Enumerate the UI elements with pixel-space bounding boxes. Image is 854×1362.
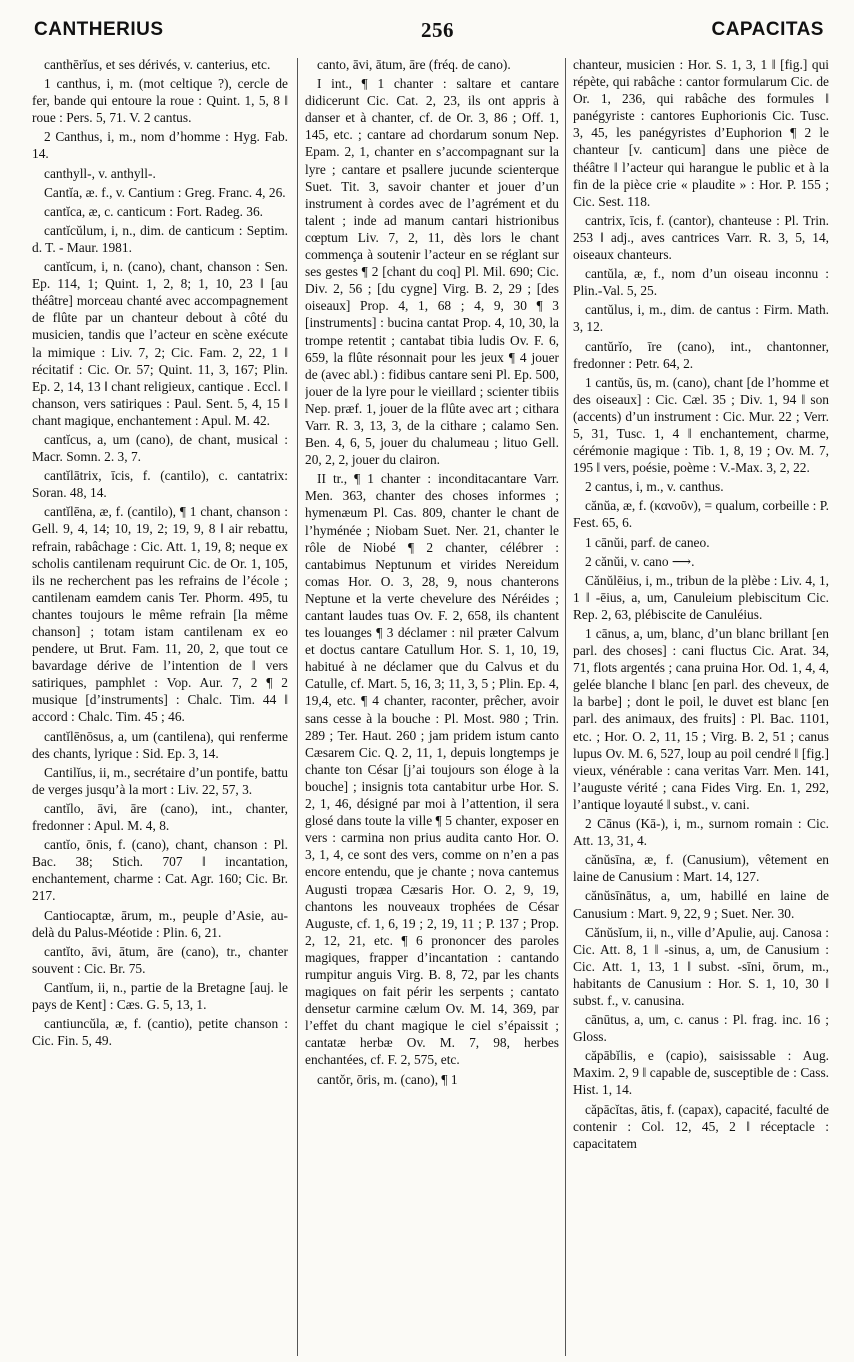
header-left-word: CANTHERIUS bbox=[34, 19, 164, 40]
dictionary-entry: cantĭlātrix, īcis, f. (cantilo), c. cantatrix: Soran. 48, 14. bbox=[32, 468, 288, 501]
dictionary-entry: Cantĭum, ii, n., partie de la Bretagne [auj. le pays de Kent] : Cæs. G. 5, 13, 1. bbox=[32, 979, 288, 1012]
dictionary-entry: canto, āvi, ātum, āre (fréq. de cano). bbox=[317, 57, 511, 72]
dictionary-entry: căpābĭlis, e (capio), saisissable : Aug. Maxim. 2, 9 ‖ capable de, susceptible de : Cass. Hist. 1, 14. bbox=[573, 1048, 829, 1098]
dictionary-entry: cănŭa, æ, f. (κανοῦν), = qualum, corbeille : P. Fest. 65, 6. bbox=[573, 498, 829, 531]
dictionary-entry: cantŭla, æ, f., nom d’un oiseau inconnu : Plin.-Val. 5, 25. bbox=[573, 266, 829, 299]
dictionary-entry: canthērĭus, et ses dérivés, v. canterius, etc. bbox=[44, 57, 271, 72]
dictionary-entry: 1 cantŭs, ūs, m. (cano), chant [de l’homme et des oiseaux] : Cic. Cæl. 35 ; Div. 1, 94 ‖ son (accents) d’un instrument : Cic. Mur. 22 ; Verr. 5, 31, Tusc. 1, 4 ‖ enchantement, charme, cérémonie magique : Tib. 1, 8, 19 ; Ov. M. 7, 195 ‖ vers, poésie, poème : V.-Max. 3, 2, 22. bbox=[573, 374, 829, 476]
dictionary-entry: Cănŭlēius, i, m., tribun de la plèbe : Liv. 4, 1, 1 ‖ -ēius, a, um, Canuleium plebiscitum Cic. Rep. 2, 63, plébiscite de Canuléius. bbox=[573, 572, 829, 622]
dictionary-entry: I int., ¶ 1 chanter : saltare et cantare didicerunt Cic. Cat. 2, 23, ils ont appris à danser et à chanter, cf. de Or. 3, 86 ; Off. 1, 145, etc. ; cantare ad chordarum sonum Nep. Epam. 2, 1, chanter en s’accompagnant sur la lyre ; cantare et psallere jucunde scienterque Suet. Tit. 3, savoir chanter et jouer d’un instrument à cordes avec de l’agrément et du talent ; inde ad manum cantari histrionibus cœptum Liv. 7, 2, 11, dès lors le chant commença à soutenir l’acteur en se réglant sur ses gestes ¶ 2 [chant du coq] Pl. Mil. 690; Cic. Div. 2, 56 ; [du cygne] Virg. B. 2, 29 ; [des oiseaux] Prop. 4, 1, 68 ; 4, 9, 30 ¶ 3 [instruments] : bucina cantat Prop. 4, 10, 30, la trompe retentit ; cantabat tibia ludis Ov. F. 6, 659, la flûte résonnait pour les jeux ¶ 4 jouer de (avec abl.) : fidibus cantare seni Pl. Ep. 500, jouer de la lyre pour le vieillard ; scienter tibiis Nep. præf. 1, jouer de la flûte avec art ; cithara Varr. R. 3, 13, 3, de la cithare ; calamo Sen. Ben. 4, 6, 5, jouer du chalumeau ; lituo Gell. 20, 2, 2, jouer du clairon. bbox=[305, 76, 559, 468]
dictionary-entry: 2 cănŭi, v. cano ⟶. bbox=[585, 553, 695, 569]
dictionary-entry: cantŭlus, i, m., dim. de cantus : Firm. Math. 3, 12. bbox=[573, 302, 829, 335]
dictionary-entry: cantĭlēna, æ, f. (cantilo), ¶ 1 chant, chanson : Gell. 9, 4, 14; 10, 19, 2; 19, 9, 8 ‖ air rebattu, refrain, rabâchage : Cic. Att. 1, 19, 8; neque ex scholis cantilenam requirunt Cic. de Or. 1, 105, ils ne recherchent pas les refrains de l’école ; cantilenam eamdem canis Ter. Phorm. 495, tu chantes toujours le même refrain [la même chanson] ; totam istam cantilenam ex eo pendere, ut Brut. Fam. 11, 20, 2, que tout ce bavardage dérive de l’intention de ‖ vers satiriques, pamphlet : Vop. Aur. 7, 2 ¶ 2 musique [d’instruments] : Chalc. Tim. 44 ‖ accord : Chalc. Tim. 45 ; 46. bbox=[32, 504, 288, 725]
dictionary-entry: cantĭlo, āvi, āre (cano), int., chanter, fredonner : Apul. M. 4, 8. bbox=[32, 800, 288, 834]
dictionary-entry: cantĭto, āvi, ātum, āre (cano), tr., chanter souvent : Cic. Br. 75. bbox=[32, 943, 288, 976]
header-right-word: CAPACITAS bbox=[711, 19, 824, 40]
dictionary-entry: canthyll-, v. anthyll-. bbox=[44, 165, 156, 181]
dictionary-entry: cănŭsīna, æ, f. (Canusium), vêtement en laine de Canusium : Mart. 14, 127. bbox=[573, 852, 829, 885]
column-1 bbox=[32, 56, 288, 1356]
dictionary-entry: 1 cānŭi, parf. de caneo. bbox=[585, 534, 710, 550]
dictionary-entry: 1 cānus, a, um, blanc, d’un blanc brillant [en parl. des choses] : cani fluctus Cic. Arat. 34, 71, flots argentés ; cana pruina Hor. Od. 1, 4, 4, gelée blanche ‖ blanc [en parl. des cheveux, de la barbe] ; dont le poil, le duvet est blanc [en parl. des animaux, des fruits] : Pl. Bac. 1101, etc. ; Hor. O. 2, 11, 15 ; Virg. B. 2, 51 ; canus lupus Ov. M. 6, 527, loup au poil cendré ‖ [fig.] vieux, vénérable : cana veritas Varr. Men. 141, l’auguste vérité ; cana Fides Virg. En. 1, 292, l’antique loyauté ‖ subst., v. cani. bbox=[573, 626, 829, 812]
running-header bbox=[34, 16, 824, 44]
dictionary-entry: cantĭca, æ, c. canticum : Fort. Radeg. 36. bbox=[44, 203, 264, 219]
dictionary-entry: Cantilĭus, ii, m., secrétaire d’un pontife, battu de verges jusqu’à la mort : Liv. 22, 57, 3. bbox=[32, 764, 288, 797]
dictionary-entry: căpācĭtas, ātis, f. (capax), capacité, faculté de contenir : Col. 12, 45, 2 ‖ réceptacle : capacitatem bbox=[573, 1101, 829, 1151]
dictionary-entry: cantĭcŭlum, i, n., dim. de canticum : Septim. d. T. - Maur. 1981. bbox=[32, 222, 288, 255]
dictionary-entry: 2 cantus, i, m., v. canthus. bbox=[585, 479, 724, 495]
page-number: 256 bbox=[421, 17, 455, 42]
dictionary-entry: 2 Canthus, i, m., nom d’homme : Hyg. Fab. 14. bbox=[32, 129, 288, 162]
dictionary-entry: cantrix, īcis, f. (cantor), chanteuse : Pl. Trin. 253 ‖ adj., aves cantrices Varr. R. 3, 5, 14, oiseaux chanteurs. bbox=[573, 212, 829, 263]
dictionary-entry: 2 Cānus (Kā-), i, m., surnom romain : Cic. Att. 13, 31, 4. bbox=[573, 816, 829, 849]
column-3 bbox=[573, 56, 829, 1356]
dictionary-entry: cānūtus, a, um, c. canus : Pl. frag. inc. 16 ; Gloss. bbox=[573, 1012, 829, 1045]
dictionary-entry: cantĭo, ōnis, f. (cano), chant, chanson : Pl. Bac. 38; Stich. 707 ‖ incantation, enchantement, charme : Cat. Agr. 160; Cic. Br. 217. bbox=[32, 837, 288, 904]
dictionary-entry: cantŏr, ōris, m. (cano), ¶ 1 bbox=[317, 1071, 458, 1087]
dictionary-entry: cantĭcus, a, um (cano), de chant, musical : Macr. Somn. 2. 3, 7. bbox=[32, 431, 288, 465]
dictionary-entry: cantŭrĭo, īre (cano), int., chantonner, fredonner : Petr. 64, 2. bbox=[573, 338, 829, 371]
dictionary-entry: 1 canthus, i, m. (mot celtique ?), cercle de fer, bande qui entoure la roue : Quint. 1, 5, 8 ‖ roue : Pers. 5, 71. V. 2 cantus. bbox=[32, 76, 288, 126]
dictionary-entry: cantiuncŭla, æ, f. (cantio), petite chanson : Cic. Fin. 5, 49. bbox=[32, 1016, 288, 1049]
dictionary-entry: Cantiocaptæ, ārum, m., peuple d’Asie, au-delà du Palus-Méotide : Plin. 6, 21. bbox=[32, 907, 288, 940]
dictionary-entry: Cănŭsĭum, ii, n., ville d’Apulie, auj. Canosa : Cic. Att. 8, 1 ‖ -sinus, a, um, de Canusium : Cic. Att. 1, 13, 1 ‖ subst. -sīni, ōrum, m., habitants de Canusium : Hor. S. 1, 10, 30 ‖ subst. f., v. canusina. bbox=[573, 924, 829, 1008]
column-divider bbox=[565, 58, 566, 1356]
dictionary-entry: cantĭcum, i, n. (cano), chant, chanson : Sen. Ep. 114, 1; Quint. 1, 2, 8; 1, 10, 23 ‖ [au théâtre] morceau chanté avec accompagnement de flûte par un chanteur debout à côté du musicien, tandis que l’acteur en scène exécute la mimique : Liv. 7, 2; Cic. Fam. 2, 22, 1 ‖ récitatif : Cic. Or. 57; Quint. 11, 3, 167; Plin. Ep. 2, 14, 13 ‖ chant religieux, cantique . Eccl. ‖ chanson, vers satiriques : Paul. Sent. 5, 4, 15 ‖ chant magique, enchantement : Apul. M. 42. bbox=[32, 259, 288, 428]
column-2 bbox=[305, 56, 559, 1356]
dictionary-entry: Cantĭa, æ. f., v. Cantium : Greg. Franc. 4, 26. bbox=[44, 184, 286, 200]
dictionary-entry: chanteur, musicien : Hor. S. 1, 3, 1 ‖ [fig.] qui répète, qui rabâche : cantor formularum Cic. de Or. 1, 236, qui rabâche des formules ‖ panégyriste : cantores Euphorionis Cic. Tusc. 3, 45, les panégyristes d’Euphorion ¶ 2 le chanteur [v. canticum] dans une pièce de théâtre ‖ l’acteur qui harangue le public et à la fin de la pièce crie « plaudite » : Hor. P. 155 ; Cic. Sest. 118. bbox=[573, 57, 829, 209]
dictionary-entry: II tr., ¶ 1 chanter : inconditacantare Varr. Men. 363, chanter des choses informes ; hymenæum Pl. Cas. 809, chanter le chant de l’hyménée ; Niobam Suet. Ner. 21, chanter le rôle de Niobé ¶ 2 chanter, célébrer : cantabimus Neptunum et virides Nereidum comas Hor. O. 3, 28, 9, nous chanterons Neptune et la verte chevelure des Néréides ; cantant laudes tuas Ov. F. 2, 658, ils chantent tes louanges ¶ 3 déclamer : nil præter Calvum et doctus cantare Catullum Hor. S. 1, 10, 19, habitué à ne déclamer que du Calvus et du Catulle, cf. Mart. 5, 16, 3; 11, 3, 5 ; Plin. Ep. 4, 19,4, etc. ¶ 4 chanter, raconter, prêcher, avoir sans cesse à la bouche : Pl. Most. 980 ; Trin. 289 ; Ter. Haut. 260 ; jam pridem istum canto Cæsarem Cic. Q. 2, 11, 1, depuis longtemps je chante ton César [j’ai toujours son éloge à la bouche] ; insignis tota cantabitur urbe Hor. S. 2, 1, 46, désigné par moi à l’attention, il sera glosé dans toute la ville ¶ 5 chanter, exposer en vers : carmina non prius audita canto Hor. O. 3, 1, 4, ce sont des vers, comme on n’en a pas encore entendu, que je chante ; nova cantemus Augusti tropæa Cæsaris Hor. O. 2, 9, 19, chantons les nouveaux trophées de César Auguste, cf. 1, 6, 19 ; 2, 19, 11 ; P. 137 ; Prop. 2, 12, 21, etc. ¶ 6 prononcer des paroles magiques, frapper d’incantation : cantando rumpitur anguis Virg. B. 8, 72, par les chants magiques on fait périr les serpents ; cantato densetur carmine cælum Ov. M. 14, 369, par l’effet du chant magique le ciel s’épaissit ; cantatæ herbæ Ov. M. 7, 98, herbes enchantées, cf. F. 2, 575, etc. bbox=[305, 471, 559, 1068]
column-divider bbox=[297, 58, 298, 1356]
dictionary-entry: cănŭsīnātus, a, um, habillé en laine de Canusium : Mart. 9, 22, 9 ; Suet. Ner. 30. bbox=[573, 888, 829, 921]
dictionary-entry: cantĭlēnōsus, a, um (cantilena), qui renferme des chants, lyrique : Sid. Ep. 3, 14. bbox=[32, 728, 288, 761]
